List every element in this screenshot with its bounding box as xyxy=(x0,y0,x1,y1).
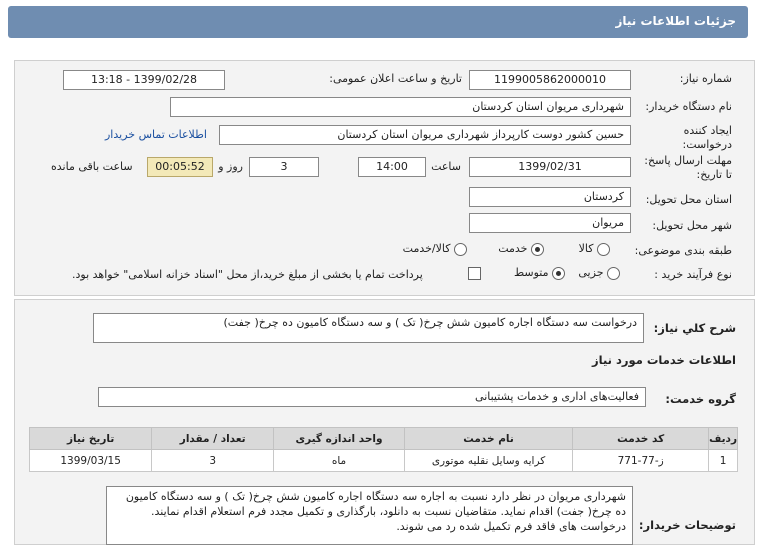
cell-unit: ماه xyxy=(274,450,405,472)
days-label: روز و xyxy=(218,160,243,173)
process-type-label: نوع فرآیند خرید : xyxy=(654,268,732,281)
creator-label-line2: درخواست: xyxy=(682,138,732,151)
summary-label: شرح کلي نياز: xyxy=(653,321,736,335)
service-group-field[interactable]: فعالیت‌های اداری و خدمات پشتیبانی xyxy=(98,387,646,407)
province-field[interactable]: کردستان xyxy=(469,187,631,207)
need-details-panel xyxy=(14,60,755,296)
cell-row-number: 1 xyxy=(709,450,738,472)
table-header-row xyxy=(30,428,738,450)
category-option-service[interactable] xyxy=(498,242,544,256)
creator-field[interactable]: حسین کشور دوست کارپرداز شهرداری مریوان استان کردستان xyxy=(219,125,631,145)
process-medium-radio[interactable] xyxy=(552,267,565,280)
category-option-goods-service[interactable] xyxy=(403,242,467,256)
category-goods-label: کالا xyxy=(578,242,594,255)
buyer-notes-label: توضیحات خریدار: xyxy=(638,518,736,532)
category-service-radio[interactable] xyxy=(531,243,544,256)
cell-service-name: کرایه وسایل نقلیه موتوری xyxy=(404,450,572,472)
category-goods-service-label: کالا/خدمت xyxy=(402,242,451,255)
creator-label-line1: ایجاد کننده xyxy=(683,124,732,137)
page-title: جزئیات اطلاعات نیاز xyxy=(615,14,736,28)
summary-text: درخواست سه دستگاه اجاره کامیون شش چرخ( تک ) و سه دستگاه کامیون ده چرخ( جفت) xyxy=(223,316,637,329)
cell-quantity: 3 xyxy=(152,450,274,472)
col-quantity: تعداد / مقدار xyxy=(152,428,274,450)
category-service-label: خدمت xyxy=(498,242,528,255)
deadline-time-field[interactable]: 14:00 xyxy=(358,157,426,177)
buyer-contact-link[interactable]: اطلاعات تماس خریدار xyxy=(105,128,207,141)
col-unit: واحد اندازه گیری xyxy=(274,428,405,450)
buyer-notes-field[interactable]: شهرداری مریوان در نظر دارد نسبت به اجاره سه دستگاه اجاره کامیون شش چرخ( تک ) و سه دستگاه کامیون ده چرخ( جفت) اقدام نماید. متقاضیان نسبت به دانلود، بارگذاری و تکمیل مجدد فرم استعلام اقدام نمایند. درخواست های فاقد فرم تکمیل شده رد می شوند. xyxy=(106,486,633,545)
col-service-name: نام خدمت xyxy=(404,428,572,450)
services-table xyxy=(29,427,738,472)
buyer-org-field[interactable]: شهرداری مریوان استان کردستان xyxy=(170,97,631,117)
process-minor-radio[interactable] xyxy=(607,267,620,280)
need-number-label: شماره نیاز: xyxy=(679,72,732,85)
cell-need-date: 1399/03/15 xyxy=(30,450,152,472)
remaining-time-countdown: 00:05:52 xyxy=(147,157,213,177)
service-group-label: گروه خدمت: xyxy=(665,392,736,406)
col-service-code: کد خدمت xyxy=(573,428,709,450)
process-medium-label: متوسط xyxy=(513,266,549,279)
days-remaining-field: 3 xyxy=(249,157,319,177)
category-goods-service-radio[interactable] xyxy=(454,243,467,256)
deadline-time-label: ساعت xyxy=(431,160,461,173)
buyer-org-label: نام دستگاه خریدار: xyxy=(645,100,732,113)
col-need-date: تاریخ نیاز xyxy=(30,428,152,450)
deadline-label-line1: مهلت ارسال پاسخ: xyxy=(644,154,732,167)
announce-date-field[interactable]: 1399/02/28 - 13:18 xyxy=(63,70,225,90)
city-field[interactable]: مریوان xyxy=(469,213,631,233)
treasury-payment-checkbox[interactable] xyxy=(468,267,481,280)
services-section-title: اطلاعات خدمات مورد نیاز xyxy=(592,353,736,367)
cell-service-code: ز-77-771 xyxy=(573,450,709,472)
need-number-field[interactable]: 1199005862000010 xyxy=(469,70,631,90)
table-row[interactable] xyxy=(30,450,738,472)
city-label: شهر محل تحویل: xyxy=(652,219,732,232)
page-header xyxy=(8,6,748,38)
process-option-minor[interactable] xyxy=(578,266,620,280)
remaining-time-label: ساعت باقی مانده xyxy=(51,160,133,173)
province-label: استان محل تحویل: xyxy=(645,193,732,206)
category-goods-radio[interactable] xyxy=(597,243,610,256)
treasury-payment-note: پرداخت تمام یا بخشی از مبلغ خرید،از محل "اسناد خزانه اسلامی" خواهد بود. xyxy=(72,268,423,281)
summary-field[interactable] xyxy=(93,313,644,343)
deadline-label-line2: تا تاریخ: xyxy=(696,168,732,181)
deadline-date-field[interactable]: 1399/02/31 xyxy=(469,157,631,177)
category-option-goods[interactable] xyxy=(579,242,610,256)
process-minor-label: جزیی xyxy=(578,266,604,279)
col-row-number: ردیف xyxy=(709,428,738,450)
category-label: طبقه بندی موضوعی: xyxy=(634,244,732,257)
process-option-medium[interactable] xyxy=(514,266,565,280)
announce-date-label: تاریخ و ساعت اعلان عمومی: xyxy=(329,72,462,85)
